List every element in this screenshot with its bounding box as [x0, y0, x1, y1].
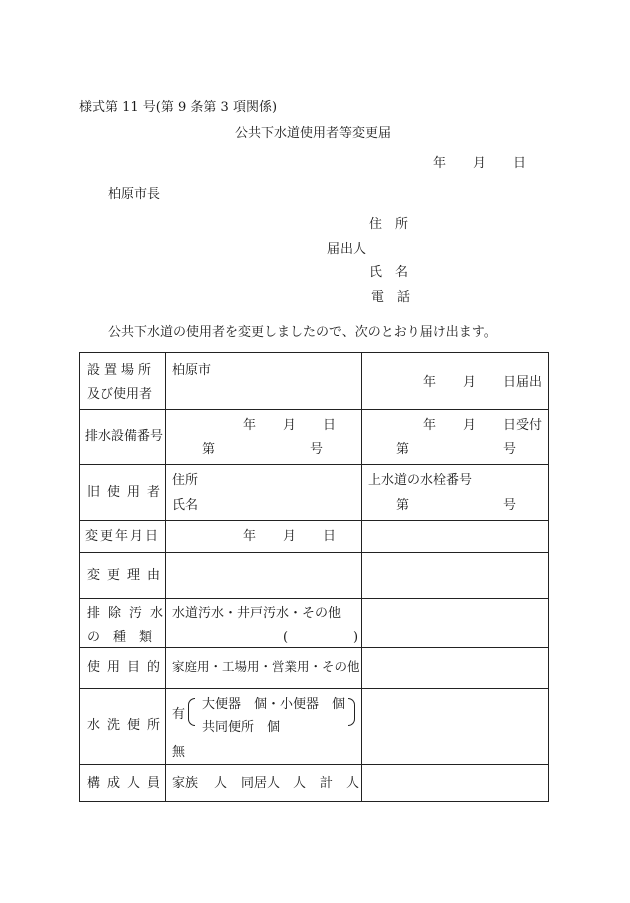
row6-label-line1: 排除汚水 [87, 606, 172, 621]
row9-family: 家族 [172, 776, 199, 791]
right-column-divider [361, 353, 362, 801]
row2-received-day: 日受付 [503, 418, 543, 433]
row8-shared-toilets: 共同便所 個 [202, 720, 281, 735]
row9-label: 構成人員 [87, 776, 168, 791]
row2-received-year: 年 [423, 418, 437, 433]
row8-brace-right [348, 698, 355, 726]
row2-go: 号 [310, 442, 324, 457]
row3-name-label: 氏名 [172, 498, 199, 513]
change-form-table [79, 352, 549, 802]
row1-label-line2: 及び使用者 [87, 387, 153, 402]
name-label: 氏 名 [369, 265, 409, 280]
form-number: 様式第 11 号(第 9 条第 3 項関係) [79, 100, 278, 115]
row2-received-month: 月 [463, 418, 477, 433]
row4-day: 日 [323, 529, 337, 544]
row4-month: 月 [283, 529, 297, 544]
row-divider [80, 764, 548, 765]
row2-right-go: 号 [503, 442, 517, 457]
row-divider [80, 409, 548, 410]
row4-label: 変更年月日 [85, 529, 161, 544]
row9-cohabitant-unit: 人 [293, 776, 307, 791]
row-divider [80, 464, 548, 465]
row6-paren-open: ( [283, 630, 289, 645]
row7-label: 使用目的 [87, 660, 168, 675]
notifier-label: 届出人 [327, 242, 367, 257]
row9-total: 計 [320, 776, 334, 791]
addressee: 柏原市長 [108, 187, 161, 202]
date-year-label: 年 [433, 156, 447, 171]
row3-water-meter-label: 上水道の水栓番号 [368, 473, 473, 488]
row1-location-value: 柏原市 [172, 363, 212, 378]
row-divider [80, 520, 548, 521]
form-title: 公共下水道使用者等変更届 [235, 126, 392, 141]
row-divider [80, 552, 548, 553]
date-month-label: 月 [473, 156, 487, 171]
statement: 公共下水道の使用者を変更しましたので、次のとおり届け出ます。 [108, 325, 497, 340]
row-divider [80, 688, 548, 689]
row9-family-unit: 人 [214, 776, 228, 791]
row2-day: 日 [323, 418, 337, 433]
row1-filed-year: 年 [423, 375, 437, 390]
row8-label: 水洗便所 [87, 718, 168, 733]
row1-filed-month: 月 [463, 375, 477, 390]
row9-total-unit: 人 [346, 776, 360, 791]
row2-right-dai: 第 [396, 442, 410, 457]
row1-filed-day: 日届出 [503, 375, 543, 390]
row3-dai: 第 [396, 498, 410, 513]
address-label: 住 所 [369, 217, 409, 232]
row2-dai: 第 [202, 442, 216, 457]
row6-sewage-types: 水道汚水・井戸汚水・その他 [172, 606, 342, 621]
row5-label: 変更理由 [87, 568, 168, 583]
row8-toilet-counts: 大便器 個・小便器 個 [202, 697, 346, 712]
row6-paren-close: ) [353, 630, 359, 645]
row4-year: 年 [243, 529, 257, 544]
row6-label-line2: の 種 類 [87, 630, 153, 645]
row-divider [80, 647, 548, 648]
phone-label: 電 話 [371, 290, 411, 305]
row2-label: 排水設備番号 [85, 429, 164, 444]
row2-month: 月 [283, 418, 297, 433]
date-day-label: 日 [513, 156, 527, 171]
row8-brace-left [188, 698, 195, 726]
row8-no: 無 [172, 745, 186, 760]
row3-label: 旧使用者 [87, 485, 168, 500]
row1-label-text1: 設置場所 [87, 363, 156, 378]
row9-cohabitant: 同居人 [241, 776, 281, 791]
row2-year: 年 [243, 418, 257, 433]
row1-label-line1 [87, 364, 159, 377]
row8-yes: 有 [172, 707, 186, 722]
row3-go: 号 [503, 498, 517, 513]
row3-address-label: 住所 [172, 473, 199, 488]
row7-purpose-options: 家庭用・工場用・営業用・その他 [172, 659, 360, 674]
row-divider [80, 598, 548, 599]
